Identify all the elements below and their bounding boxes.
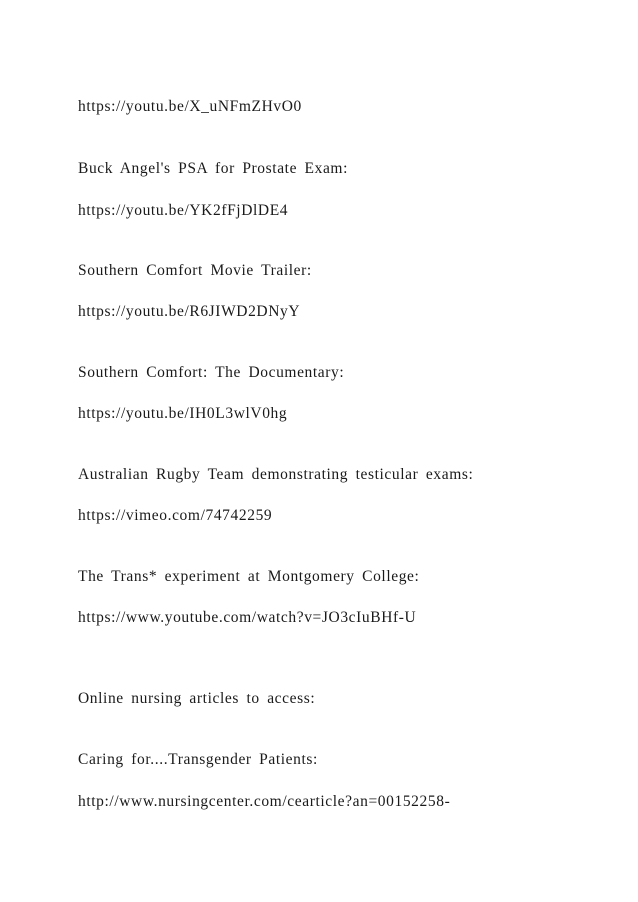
section-heading-experiment: The Trans* experiment at Montgomery College: [78,568,420,585]
section-heading-rugby: Australian Rugby Team demonstrating testicular exams: [78,466,474,483]
video-link-3: https://youtu.be/R6JIWD2DNyY [78,303,301,320]
section-heading-documentary: Southern Comfort: The Documentary: [78,364,345,381]
video-link-4: https://youtu.be/IH0L3wlV0hg [78,405,288,422]
section-heading-psa: Buck Angel's PSA for Prostate Exam: [78,160,348,177]
article-link: http://www.nursingcenter.com/cearticle?an=00152258- [78,793,451,810]
video-link-5: https://vimeo.com/74742259 [78,507,273,524]
video-link-2: https://youtu.be/YK2fFjDlDE4 [78,202,289,219]
section-heading-articles: Online nursing articles to access: [78,690,316,707]
section-heading-trailer: Southern Comfort Movie Trailer: [78,262,312,279]
video-link-6: https://www.youtube.com/watch?v=JO3cIuBHf-U [78,609,417,626]
article-title: Caring for....Transgender Patients: [78,751,318,768]
video-link-1: https://youtu.be/X_uNFmZHvO0 [78,98,302,115]
